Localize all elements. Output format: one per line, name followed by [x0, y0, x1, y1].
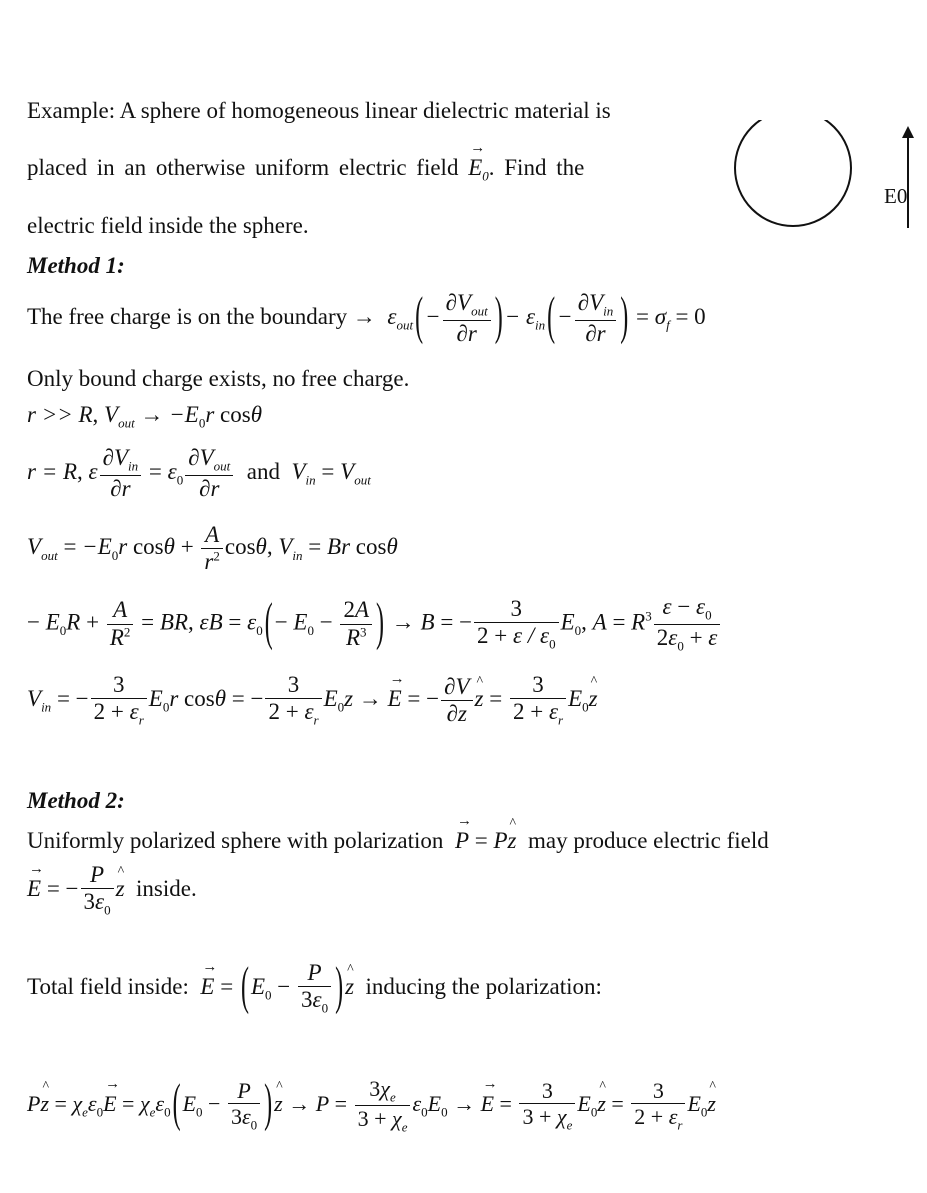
- method2-line-1-suffix: may produce electric field: [528, 828, 769, 853]
- intro-line-2-prefix: placed in an otherwise uniform electric field: [27, 155, 459, 180]
- far-field-condition: r >> R, $V_{out} \to -E_0r$ cosθ: [27, 402, 262, 431]
- arrow-icon: →: [352, 303, 376, 329]
- intro-line-1: Example: A sphere of homogeneous linear dielectric material is: [27, 98, 611, 123]
- only-bound-line: Only bound charge exists, no free charge.: [27, 366, 410, 391]
- coefficient-solution: − $E_0R$ + $\frac{A}{R^2}$ = BR, $\varepsilon B = \varepsilon_0(- E_0$ − $\frac{2A}{R^3}$ ) → B = − $\frac{3}{2 + \varepsilon / \varepsilon_0}$ $E_0$, $A = R^3$ $\frac{\varepsilon - \varepsilon_0}{2\varepsilon_0 + \varepsilon}$: [27, 594, 722, 654]
- boundary-text: The free charge is on the boundary: [27, 303, 348, 329]
- sphere-circle: [735, 120, 851, 226]
- inside-word: inside.: [136, 875, 197, 901]
- potential-forms: $V_{out} = -E_0r$ cosθ + $\frac{A}{r^2}$ cosθ, $V_{in} = Br$ cosθ: [27, 522, 398, 575]
- final-result: P^ $z = \chi_e\varepsilon_0\to E = \chi_e\varepsilon_0(E_0$ − $\frac{P}{3\varepsilon_0}$ )^ z → P = $\frac{3\chi_e}{3 + \chi_e}$ $\varepsilon_0E_0$ → → E = $\frac{3}{3 + \chi_e}$ $E_0\^{}$ z = $\frac{3}{2 + \varepsilon_r}$ $E_0\^{}$ z: [27, 1076, 716, 1136]
- method1-heading: Method 1:: [27, 253, 125, 278]
- total-field-prefix: Total field inside:: [27, 973, 189, 999]
- surface-conditions: r = R, ε $\frac{\partial V_{in}}{\partial r}$ = $\varepsilon_0$ $\frac{\partial V_{out}}{\partial r}$ and $V_{in} = V_{out}$: [27, 445, 371, 501]
- field-arrow-head: [902, 126, 914, 138]
- field-symbol: → E: [468, 155, 482, 181]
- and-word: and: [246, 458, 280, 484]
- method2-heading: Method 2:: [27, 788, 125, 813]
- method2-line-1: Uniformly polarized sphere with polarization → P = P^ z may produce electric field: [27, 828, 769, 854]
- sphere-figure: [725, 120, 925, 235]
- inside-field-result: $V_{in}$ = − $\frac{3}{2 + \varepsilon_r}$ $E_0r$ cosθ = − $\frac{3}{2 + \varepsilon_r}$ $E_0z$ → → E = − $\frac{\partial V}{\partial z}$ ^ z = $\frac{3}{2 + \varepsilon_r}$ $E_0\^{}$ z: [27, 672, 598, 729]
- polarized-sphere-field: → E = − $\frac{P}{3\varepsilon_0}$ ^ z inside.: [27, 862, 197, 919]
- total-field-line: Total field inside: → $E = (E_0$ − $\frac{P}{3\varepsilon_0}$ )^ z inducing the polarization:: [27, 960, 602, 1017]
- method2-line-1-prefix: Uniformly polarized sphere with polarization: [27, 828, 444, 853]
- intro-line-2-suffix: . Find the: [488, 155, 585, 180]
- field-label: E0: [884, 184, 908, 208]
- inducing-text: inducing the polarization:: [365, 973, 602, 999]
- boundary-line: The free charge is on the boundary → $\varepsilon_{out}(-$ $\frac{\partial V_{out}}{\partial r}$ )− $\varepsilon_{in}(-$ $\frac{\partial V_{in}}{\partial r}$ ) = $\sigma_f = 0$: [27, 288, 706, 346]
- intro-line-2: [27, 155, 584, 185]
- field-subscript: 0: [482, 168, 489, 184]
- intro-line-3: electric field inside the sphere.: [27, 213, 309, 238]
